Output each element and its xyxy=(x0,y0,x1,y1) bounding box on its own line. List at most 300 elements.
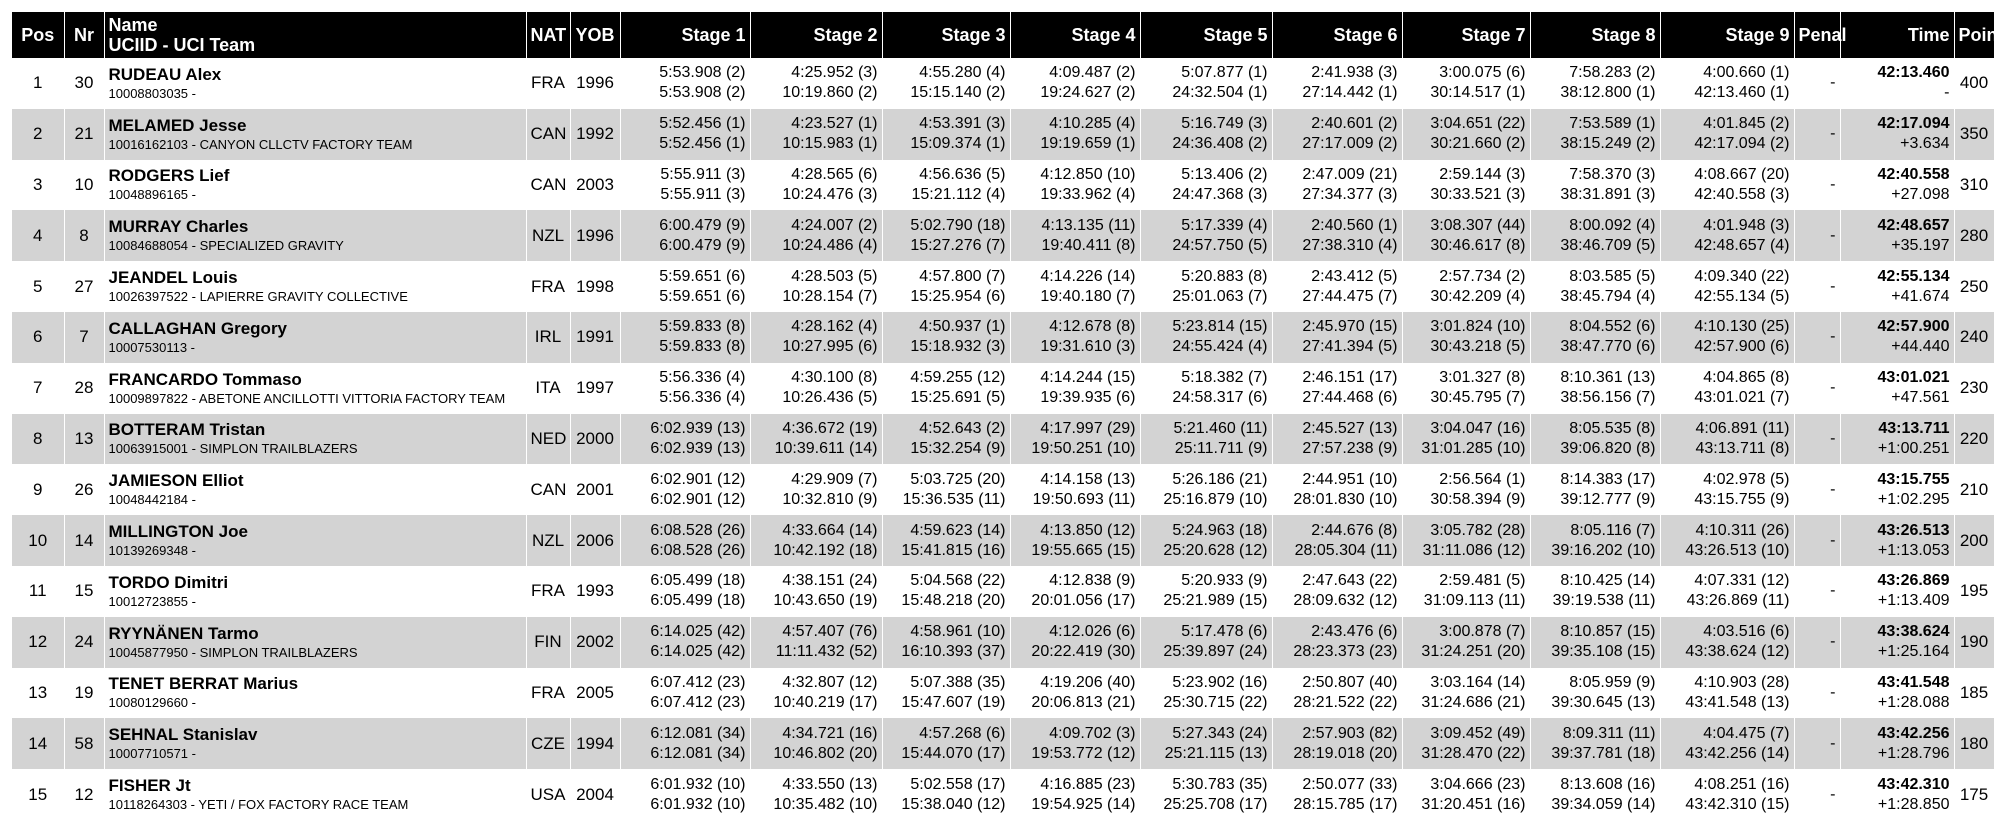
stage-cumulative-time: 19:40.180 (7) xyxy=(1040,287,1136,305)
pos-cell: 12 xyxy=(12,617,64,668)
points-cell: 240 xyxy=(1954,312,1994,363)
stage-time: 6:08.528 (26) xyxy=(650,521,746,539)
points-cell: 185 xyxy=(1954,668,1994,719)
stage-6-cell xyxy=(1272,160,1402,211)
stage-8-cell xyxy=(1530,617,1660,668)
stage-time: 4:10.311 (26) xyxy=(1695,521,1790,539)
pos-cell: 8 xyxy=(12,414,64,465)
stage-9-cell xyxy=(1660,769,1794,820)
stage-1-cell xyxy=(620,668,750,719)
stage-time: 3:04.666 (23) xyxy=(1430,775,1526,793)
table-row[interactable] xyxy=(12,668,1994,719)
stage-cumulative-time: 43:26.513 (10) xyxy=(1685,541,1790,559)
stage-2-cell xyxy=(750,312,882,363)
stage-7-cell xyxy=(1402,617,1530,668)
stage-cumulative-time: 10:28.154 (7) xyxy=(782,287,878,305)
total-time: 42:57.900 xyxy=(1877,318,1950,336)
stage-time: 4:03.516 (6) xyxy=(1703,623,1790,641)
stage-time: 4:12.850 (10) xyxy=(1040,165,1136,183)
rider-name[interactable]: RUDEAU Alex xyxy=(108,64,222,84)
stage-cumulative-time: 15:27.276 (7) xyxy=(910,236,1006,254)
rider-cell[interactable] xyxy=(104,363,526,414)
total-time-cell xyxy=(1840,109,1954,160)
stage-time: 4:59.623 (14) xyxy=(910,521,1006,539)
stage-cumulative-time: 10:26.436 (5) xyxy=(782,389,878,407)
header-nr[interactable]: Nr xyxy=(64,12,104,58)
stage-time: 6:14.025 (42) xyxy=(650,623,746,641)
yob-cell: 1998 xyxy=(570,261,620,312)
stage-8-cell xyxy=(1530,668,1660,719)
stage-cumulative-time: 15:48.218 (20) xyxy=(901,592,1006,610)
nat-cell: ITA xyxy=(526,363,570,414)
rider-cell[interactable] xyxy=(104,617,526,668)
stage-time: 4:14.244 (15) xyxy=(1040,369,1136,387)
stage-cumulative-time: 43:42.256 (14) xyxy=(1685,744,1790,762)
stage-8-cell xyxy=(1530,160,1660,211)
stage-5-cell xyxy=(1140,58,1272,109)
stage-time: 4:10.130 (25) xyxy=(1694,318,1790,336)
stage-4-cell xyxy=(1010,160,1140,211)
stage-cumulative-time: 19:24.627 (2) xyxy=(1040,84,1136,102)
stage-time: 8:10.361 (13) xyxy=(1560,369,1656,387)
stage-cumulative-time: 24:58.317 (6) xyxy=(1172,389,1268,407)
table-row[interactable] xyxy=(12,160,1994,211)
stage-5-cell xyxy=(1140,769,1272,820)
stage-1-cell xyxy=(620,58,750,109)
stage-cumulative-time: 30:14.517 (1) xyxy=(1430,84,1526,102)
nat-cell: IRL xyxy=(526,312,570,363)
header-stage-7[interactable]: Stage 7 xyxy=(1402,12,1530,58)
stage-4-cell xyxy=(1010,261,1140,312)
stage-time: 8:03.585 (5) xyxy=(1569,267,1656,285)
header-stage-1[interactable]: Stage 1 xyxy=(620,12,750,58)
bib-number-cell: 27 xyxy=(64,261,104,312)
rider-name[interactable]: RODGERS Lief xyxy=(108,166,230,186)
table-row[interactable] xyxy=(12,363,1994,414)
rider-cell[interactable] xyxy=(104,261,526,312)
rider-name[interactable]: BOTTERAM Tristan xyxy=(108,420,266,440)
nat-cell: CAN xyxy=(526,464,570,515)
stage-cumulative-time: 10:19.860 (2) xyxy=(782,84,878,102)
rider-name[interactable]: CALLAGHAN Gregory xyxy=(108,318,288,338)
stage-6-cell xyxy=(1272,312,1402,363)
stage-cumulative-time: 15:21.112 (4) xyxy=(911,185,1006,203)
stage-time: 7:58.370 (3) xyxy=(1569,165,1656,183)
stage-time: 4:08.251 (16) xyxy=(1694,775,1790,793)
header-stage-8[interactable]: Stage 8 xyxy=(1530,12,1660,58)
time-gap: +3.634 xyxy=(1900,135,1950,153)
rider-uciid-team: 10118264303 - YETI / FOX FACTORY RACE TEAM xyxy=(108,797,409,813)
stage-4-cell xyxy=(1010,210,1140,261)
stage-cumulative-time: 19:50.251 (10) xyxy=(1031,439,1136,457)
stage-6-cell xyxy=(1272,58,1402,109)
rider-name[interactable]: TORDO Dimitri xyxy=(108,572,229,592)
stage-6-cell xyxy=(1272,515,1402,566)
table-row[interactable] xyxy=(12,617,1994,668)
stage-time: 4:10.285 (4) xyxy=(1049,115,1136,133)
bib-number-cell: 13 xyxy=(64,414,104,465)
penalty-cell: - xyxy=(1794,414,1840,465)
stage-cumulative-time: 38:47.770 (6) xyxy=(1560,338,1656,356)
stage-2-cell xyxy=(750,718,882,769)
header-stage-5[interactable]: Stage 5 xyxy=(1140,12,1272,58)
header-stage-3[interactable]: Stage 3 xyxy=(882,12,1010,58)
stage-cumulative-time: 28:01.830 (10) xyxy=(1293,490,1398,508)
stage-cumulative-time: 24:57.750 (5) xyxy=(1172,236,1268,254)
stage-cumulative-time: 15:25.691 (5) xyxy=(910,389,1006,407)
stage-cumulative-time: 30:42.209 (4) xyxy=(1430,287,1526,305)
total-time-cell xyxy=(1840,617,1954,668)
stage-time: 4:13.850 (12) xyxy=(1040,521,1136,539)
table-row[interactable] xyxy=(12,515,1994,566)
table-row[interactable] xyxy=(12,210,1994,261)
rider-cell[interactable] xyxy=(104,109,526,160)
stage-cumulative-time: 38:45.794 (4) xyxy=(1560,287,1656,305)
stage-time: 3:00.075 (6) xyxy=(1439,64,1526,82)
stage-time: 6:05.499 (18) xyxy=(650,572,746,590)
stage-2-cell xyxy=(750,160,882,211)
time-gap: +1:28.850 xyxy=(1877,795,1950,813)
stage-cumulative-time: 42:13.460 (1) xyxy=(1694,84,1790,102)
stage-7-cell xyxy=(1402,160,1530,211)
stage-cumulative-time: 19:39.935 (6) xyxy=(1040,389,1136,407)
header-time[interactable]: Time xyxy=(1840,12,1954,58)
stage-cumulative-time: 25:21.989 (15) xyxy=(1163,592,1268,610)
stage-cumulative-time: 5:59.651 (6) xyxy=(659,287,746,305)
rider-name[interactable]: MILLINGTON Joe xyxy=(108,522,248,542)
header-yob[interactable]: YOB xyxy=(570,12,620,58)
stage-cumulative-time: 39:35.108 (15) xyxy=(1551,643,1656,661)
bib-number-cell: 30 xyxy=(64,58,104,109)
stage-time: 6:01.932 (10) xyxy=(650,775,746,793)
time-gap: +1:28.088 xyxy=(1877,693,1950,711)
stage-time: 6:00.479 (9) xyxy=(659,216,746,234)
table-row[interactable] xyxy=(12,312,1994,363)
stage-1-cell xyxy=(620,363,750,414)
stage-cumulative-time: 15:32.254 (9) xyxy=(910,439,1006,457)
stage-7-cell xyxy=(1402,718,1530,769)
stage-time: 2:40.601 (2) xyxy=(1311,115,1398,133)
stage-cumulative-time: 25:21.115 (13) xyxy=(1164,744,1268,762)
stage-9-cell xyxy=(1660,718,1794,769)
nat-cell: CZE xyxy=(526,718,570,769)
rider-cell[interactable] xyxy=(104,566,526,617)
penalty-cell: - xyxy=(1794,58,1840,109)
rider-uciid-team: 10084688054 - SPECIALIZED GRAVITY xyxy=(108,238,344,254)
stage-cumulative-time: 5:59.833 (8) xyxy=(659,338,746,356)
total-time: 42:48.657 xyxy=(1877,216,1950,234)
stage-cumulative-time: 11:11.432 (52) xyxy=(775,643,878,661)
time-gap: +27.098 xyxy=(1891,185,1950,203)
total-time-cell xyxy=(1840,210,1954,261)
stage-time: 5:23.902 (16) xyxy=(1172,673,1268,691)
table-row[interactable] xyxy=(12,414,1994,465)
total-time-cell xyxy=(1840,261,1954,312)
stage-cumulative-time: 19:19.659 (1) xyxy=(1040,135,1136,153)
penalty-cell: - xyxy=(1794,464,1840,515)
stage-time: 2:47.009 (21) xyxy=(1302,165,1398,183)
stage-8-cell xyxy=(1530,210,1660,261)
rider-name[interactable]: JAMIESON Elliot xyxy=(108,471,244,491)
header-pos[interactable]: Pos xyxy=(12,12,64,58)
stage-9-cell xyxy=(1660,210,1794,261)
stage-cumulative-time: 43:01.021 (7) xyxy=(1694,389,1790,407)
stage-cumulative-time: 15:44.070 (17) xyxy=(901,744,1006,762)
rider-cell[interactable] xyxy=(104,464,526,515)
stage-time: 4:28.565 (6) xyxy=(791,165,878,183)
stage-2-cell xyxy=(750,414,882,465)
stage-6-cell xyxy=(1272,414,1402,465)
bib-number-cell: 26 xyxy=(64,464,104,515)
stage-time: 2:59.481 (5) xyxy=(1439,572,1526,590)
rider-uciid-team: 10012723855 - xyxy=(108,593,196,609)
rider-cell[interactable] xyxy=(104,515,526,566)
stage-2-cell xyxy=(750,668,882,719)
stage-time: 5:21.460 (11) xyxy=(1173,419,1268,437)
stage-1-cell xyxy=(620,515,750,566)
nat-cell: CAN xyxy=(526,109,570,160)
stage-time: 5:07.388 (35) xyxy=(910,673,1006,691)
rider-uciid-team: 10007710571 - xyxy=(108,746,196,762)
stage-time: 8:10.425 (14) xyxy=(1560,572,1656,590)
stage-time: 5:26.186 (21) xyxy=(1172,470,1268,488)
stage-cumulative-time: 31:09.113 (11) xyxy=(1423,592,1526,610)
stage-cumulative-time: 5:56.336 (4) xyxy=(659,389,746,407)
stage-6-cell xyxy=(1272,617,1402,668)
bib-number-cell: 58 xyxy=(64,718,104,769)
stage-6-cell xyxy=(1272,109,1402,160)
stage-cumulative-time: 42:17.094 (2) xyxy=(1694,135,1790,153)
stage-time: 5:53.908 (2) xyxy=(659,64,746,82)
points-cell: 175 xyxy=(1954,769,1994,820)
nat-cell: CAN xyxy=(526,160,570,211)
stage-cumulative-time: 5:55.911 (3) xyxy=(660,185,746,203)
stage-cumulative-time: 10:39.611 (14) xyxy=(774,439,878,457)
points-cell: 180 xyxy=(1954,718,1994,769)
stage-cumulative-time: 27:57.238 (9) xyxy=(1302,439,1398,457)
stage-1-cell xyxy=(620,769,750,820)
yob-cell: 1993 xyxy=(570,566,620,617)
rider-cell[interactable] xyxy=(104,210,526,261)
stage-cumulative-time: 30:46.617 (8) xyxy=(1430,236,1526,254)
pos-cell: 1 xyxy=(12,58,64,109)
stage-cumulative-time: 27:41.394 (5) xyxy=(1302,338,1398,356)
stage-1-cell xyxy=(620,718,750,769)
stage-cumulative-time: 10:35.482 (10) xyxy=(773,795,878,813)
stage-cumulative-time: 19:31.610 (3) xyxy=(1040,338,1136,356)
stage-cumulative-time: 30:43.218 (5) xyxy=(1430,338,1526,356)
stage-time: 4:19.206 (40) xyxy=(1040,673,1136,691)
stage-time: 4:38.151 (24) xyxy=(782,572,878,590)
stage-time: 4:33.550 (13) xyxy=(782,775,878,793)
stage-7-cell xyxy=(1402,363,1530,414)
stage-cumulative-time: 24:32.504 (1) xyxy=(1172,84,1268,102)
stage-3-cell xyxy=(882,160,1010,211)
stage-cumulative-time: 25:30.715 (22) xyxy=(1163,693,1268,711)
stage-cumulative-time: 39:34.059 (14) xyxy=(1551,795,1656,813)
rider-name[interactable]: MURRAY Charles xyxy=(108,217,249,237)
stage-5-cell xyxy=(1140,160,1272,211)
pos-cell: 11 xyxy=(12,566,64,617)
stage-time: 5:07.877 (1) xyxy=(1181,64,1268,82)
stage-time: 5:55.911 (3) xyxy=(660,165,746,183)
header-stage-2[interactable]: Stage 2 xyxy=(750,12,882,58)
yob-cell: 1991 xyxy=(570,312,620,363)
stage-cumulative-time: 15:38.040 (12) xyxy=(901,795,1006,813)
stage-cumulative-time: 5:53.908 (2) xyxy=(659,84,746,102)
total-time-cell xyxy=(1840,58,1954,109)
stage-time: 4:28.503 (5) xyxy=(791,267,878,285)
rider-cell[interactable] xyxy=(104,718,526,769)
points-cell: 190 xyxy=(1954,617,1994,668)
rider-cell[interactable] xyxy=(104,769,526,820)
stage-cumulative-time: 10:24.486 (4) xyxy=(782,236,878,254)
rider-name[interactable]: SEHNAL Stanislav xyxy=(108,725,258,745)
stage-time: 5:17.339 (4) xyxy=(1181,216,1268,234)
stage-4-cell xyxy=(1010,414,1140,465)
stage-time: 4:12.026 (6) xyxy=(1049,623,1136,641)
header-name[interactable] xyxy=(104,12,526,58)
bib-number-cell: 7 xyxy=(64,312,104,363)
results-table xyxy=(12,12,2014,820)
stage-cumulative-time: 27:34.377 (3) xyxy=(1302,185,1398,203)
rider-cell[interactable] xyxy=(104,312,526,363)
stage-cumulative-time: 15:18.932 (3) xyxy=(910,338,1006,356)
stage-8-cell xyxy=(1530,414,1660,465)
stage-9-cell xyxy=(1660,414,1794,465)
header-name-line2: UCIID - UCI Team xyxy=(108,35,256,55)
stage-time: 5:56.336 (4) xyxy=(659,369,746,387)
stage-time: 4:12.678 (8) xyxy=(1049,318,1136,336)
bib-number-cell: 14 xyxy=(64,515,104,566)
stage-time: 3:04.651 (22) xyxy=(1430,115,1526,133)
stage-cumulative-time: 10:42.192 (18) xyxy=(773,541,878,559)
table-row[interactable] xyxy=(12,58,1994,109)
stage-time: 2:59.144 (3) xyxy=(1439,165,1526,183)
stage-time: 4:30.100 (8) xyxy=(791,369,878,387)
stage-cumulative-time: 30:58.394 (9) xyxy=(1430,490,1526,508)
stage-cumulative-time: 38:56.156 (7) xyxy=(1560,389,1656,407)
rider-name[interactable]: MELAMED Jesse xyxy=(108,115,247,135)
total-time: 42:13.460 xyxy=(1877,64,1950,82)
stage-cumulative-time: 19:53.772 (12) xyxy=(1031,744,1136,762)
stage-2-cell xyxy=(750,58,882,109)
stage-cumulative-time: 10:32.810 (9) xyxy=(782,490,878,508)
stage-3-cell xyxy=(882,515,1010,566)
stage-time: 3:01.824 (10) xyxy=(1430,318,1526,336)
stage-cumulative-time: 39:06.820 (8) xyxy=(1560,439,1656,457)
stage-time: 6:12.081 (34) xyxy=(650,724,746,742)
rider-uciid-team: 10080129660 - xyxy=(108,695,196,711)
bib-number-cell: 8 xyxy=(64,210,104,261)
stage-time: 4:09.340 (22) xyxy=(1694,267,1790,285)
stage-time: 4:56.636 (5) xyxy=(919,165,1006,183)
rider-uciid-team: 10048896165 - xyxy=(108,187,196,203)
table-row[interactable] xyxy=(12,566,1994,617)
table-row[interactable] xyxy=(12,261,1994,312)
table-row[interactable] xyxy=(12,718,1994,769)
table-row[interactable] xyxy=(12,769,1994,820)
rider-name[interactable]: TENET BERRAT Marius xyxy=(108,674,299,694)
stage-cumulative-time: 20:22.419 (30) xyxy=(1031,643,1136,661)
total-time: 43:42.310 xyxy=(1877,775,1950,793)
time-gap: +1:28.796 xyxy=(1877,744,1950,762)
header-stage-4[interactable]: Stage 4 xyxy=(1010,12,1140,58)
header-name-line1: Name xyxy=(108,15,158,35)
rider-uciid-team: 10026397522 - LAPIERRE GRAVITY COLLECTIVE xyxy=(108,289,408,305)
table-row[interactable] xyxy=(12,109,1994,160)
time-gap: +35.197 xyxy=(1891,236,1950,254)
table-row[interactable] xyxy=(12,464,1994,515)
pos-cell: 13 xyxy=(12,668,64,719)
stage-time: 5:18.382 (7) xyxy=(1181,369,1268,387)
stage-4-cell xyxy=(1010,515,1140,566)
stage-cumulative-time: 39:16.202 (10) xyxy=(1551,541,1656,559)
rider-uciid-team: 10016162103 - CANYON CLLCTV FACTORY TEAM xyxy=(108,136,413,152)
stage-cumulative-time: 43:13.711 (8) xyxy=(1695,439,1790,457)
stage-5-cell xyxy=(1140,312,1272,363)
stage-cumulative-time: 28:15.785 (17) xyxy=(1293,795,1398,813)
stage-time: 4:01.845 (2) xyxy=(1703,115,1790,133)
stage-time: 4:09.487 (2) xyxy=(1049,64,1136,82)
stage-time: 4:53.391 (3) xyxy=(919,115,1006,133)
pos-cell: 6 xyxy=(12,312,64,363)
stage-cumulative-time: 24:55.424 (4) xyxy=(1172,338,1268,356)
header-nat[interactable]: NAT xyxy=(526,12,570,58)
rider-name[interactable]: JEANDEL Louis xyxy=(108,268,238,288)
stage-8-cell xyxy=(1530,312,1660,363)
stage-cumulative-time: 15:41.815 (16) xyxy=(901,541,1006,559)
rider-cell[interactable] xyxy=(104,668,526,719)
stage-time: 5:02.558 (17) xyxy=(910,775,1006,793)
stage-time: 4:36.672 (19) xyxy=(782,419,878,437)
pos-cell: 9 xyxy=(12,464,64,515)
rider-name[interactable]: FRANCARDO Tommaso xyxy=(108,369,302,389)
pos-cell: 4 xyxy=(12,210,64,261)
stage-cumulative-time: 28:19.018 (20) xyxy=(1293,744,1398,762)
stage-time: 8:10.857 (15) xyxy=(1560,623,1656,641)
stage-6-cell xyxy=(1272,718,1402,769)
header-penal[interactable]: Penal xyxy=(1794,12,1840,58)
stage-5-cell xyxy=(1140,414,1272,465)
total-time: 43:01.021 xyxy=(1877,369,1950,387)
header-stage-6[interactable]: Stage 6 xyxy=(1272,12,1402,58)
stage-1-cell xyxy=(620,617,750,668)
stage-6-cell xyxy=(1272,363,1402,414)
stage-cumulative-time: 25:01.063 (7) xyxy=(1172,287,1268,305)
rider-cell[interactable] xyxy=(104,160,526,211)
stage-cumulative-time: 10:40.219 (17) xyxy=(773,693,878,711)
penalty-cell: - xyxy=(1794,160,1840,211)
stage-5-cell xyxy=(1140,515,1272,566)
rider-name[interactable]: FISHER Jt xyxy=(108,776,191,796)
stage-time: 4:04.475 (7) xyxy=(1703,724,1790,742)
total-time: 43:26.869 xyxy=(1877,572,1950,590)
stage-time: 4:14.226 (14) xyxy=(1040,267,1136,285)
stage-cumulative-time: 25:16.879 (10) xyxy=(1163,490,1268,508)
rider-name[interactable]: RYYNÄNEN Tarmo xyxy=(108,623,259,643)
rider-cell[interactable] xyxy=(104,58,526,109)
stage-time: 2:44.951 (10) xyxy=(1302,470,1398,488)
penalty-cell: - xyxy=(1794,718,1840,769)
header-points[interactable]: Points xyxy=(1954,12,1994,58)
rider-cell[interactable] xyxy=(104,414,526,465)
stage-cumulative-time: 38:12.800 (1) xyxy=(1560,84,1656,102)
yob-cell: 2003 xyxy=(570,160,620,211)
stage-cumulative-time: 27:44.468 (6) xyxy=(1302,389,1398,407)
stage-cumulative-time: 6:07.412 (23) xyxy=(650,693,746,711)
header-stage-9[interactable]: Stage 9 xyxy=(1660,12,1794,58)
